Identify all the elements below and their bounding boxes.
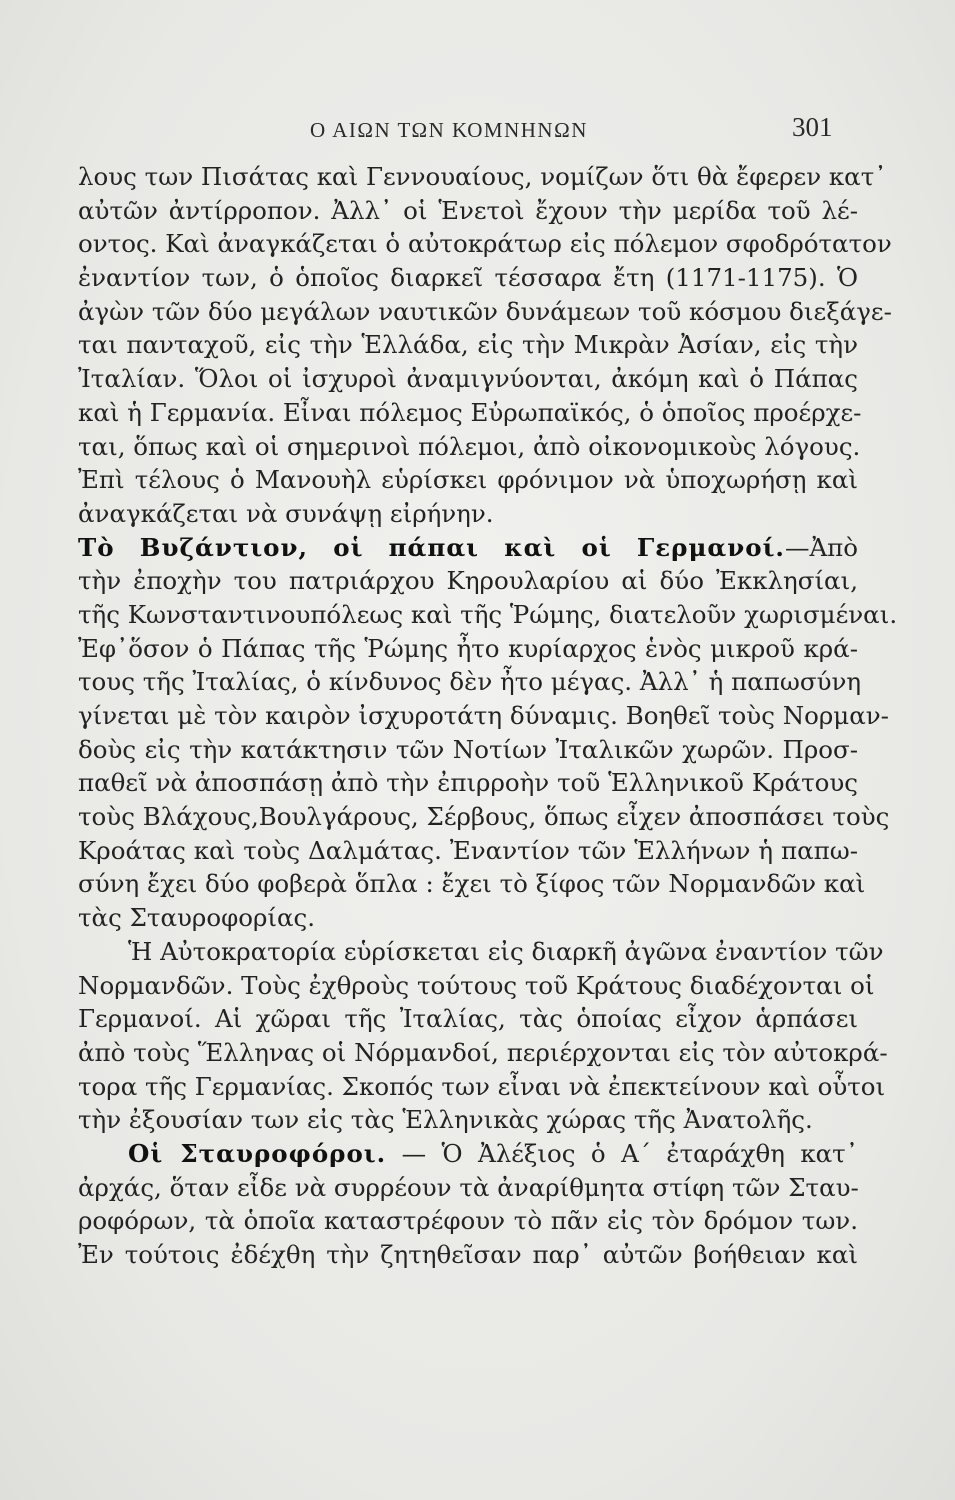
text-line: παθεῖ νὰ ἀποσπάσῃ ἀπὸ τὴν ἐπιρροὴν τοῦ Ἑλληνικοῦ Κράτους: [78, 768, 858, 798]
section-heading-line: [78, 531, 858, 565]
body-text: [78, 160, 898, 1272]
running-title: Ο ΑΙΩΝ ΤΩΝ ΚΟΜΝΗΝΩΝ: [310, 118, 588, 142]
text-line: τοὺς Βλάχους,Βουλγάρους, Σέρβους, ὅπως εἶχεν ἀποσπάσει τοὺς: [78, 802, 890, 832]
text-line: Νορμανδῶν. Τοὺς ἐχθροὺς τούτους τοῦ Κράτους διαδέχονται οἱ: [78, 970, 875, 1000]
text-line: Ἐφ᾽ὅσον ὁ Πάπας τῆς Ῥώμης ἦτο κυρίαρχος ἑνὸς μικροῦ κρά-: [78, 633, 858, 663]
section-heading-continuation: —Ἀπὸ: [784, 532, 858, 562]
text-line: Ἰταλίαν. Ὅλοι οἱ ἰσχυροὶ ἀναμιγνύονται, ἀκόμη καὶ ὁ Πάπας: [78, 364, 858, 394]
text-line: οντος. Καὶ ἀναγκάζεται ὁ αὐτοκράτωρ εἰς πόλεμον σφοδρότατον: [78, 229, 892, 259]
text-line: ται, ὅπως καὶ οἱ σημερινοὶ πόλεμοι, ἀπὸ οἰκονομικοὺς λόγους.: [78, 431, 861, 461]
text-line: ἀπὸ τοὺς Ἕλληνας οἱ Νόρμανδοί, περιέρχονται εἰς τὸν αὐτοκρά-: [78, 1037, 888, 1067]
text-line: ἀναγκάζεται νὰ συνάψῃ εἰρήνην.: [78, 498, 494, 528]
text-line: Ἐν τούτοις ἐδέχθη τὴν ζητηθεῖσαν παρ᾽ αὐτῶν βοήθειαν καὶ: [78, 1240, 858, 1269]
section-heading: Οἱ Σταυροφόροι.: [128, 1138, 387, 1168]
text-line: δοὺς εἰς τὴν κατάκτησιν τῶν Νοτίων Ἰταλικῶν χωρῶν. Προσ-: [78, 734, 858, 764]
text-line: ἀγὼν τῶν δύο μεγάλων ναυτικῶν δυνάμεων τοῦ κόσμου διεξάγε-: [78, 296, 892, 326]
section-heading-line: [78, 1137, 858, 1171]
text-line: ροφόρων, τὰ ὁποῖα καταστρέφουν τὸ πᾶν εἰς τὸν δρόμον των.: [78, 1206, 858, 1236]
page-number: 301: [792, 112, 833, 142]
text-line: καὶ ἡ Γερμανία. Εἶναι πόλεμος Εὐρωπαϊκός, ὁ ὁποῖος προέρχε-: [78, 397, 862, 427]
text-line: τους τῆς Ἰταλίας, ὁ κίνδυνος δὲν ἦτο μέγας. Ἀλλ᾽ ἡ παπωσύνη: [78, 667, 862, 697]
section-heading-continuation: — Ὁ Ἀλέξιος ὁ Α´ ἐταράχθη κατ᾽: [401, 1138, 858, 1168]
text-line: ἀρχάς, ὅταν εἶδε νὰ συρρέουν τὰ ἀναρίθμητα στίφη τῶν Σταυ-: [78, 1172, 859, 1202]
text-line: Ἐπὶ τέλους ὁ Μανουὴλ εὑρίσκει φρόνιμον νὰ ὑποχωρήσῃ καὶ: [78, 465, 858, 495]
text-line: ἐναντίον των, ὁ ὁποῖος διαρκεῖ τέσσαρα ἔτη (1171-1175). Ὁ: [78, 263, 858, 293]
text-line: αὐτῶν ἀντίρροπον. Ἀλλ᾽ οἱ Ἑνετοὶ ἔχουν τὴν μερίδα τοῦ λέ-: [78, 195, 858, 225]
text-line: τῆς Κωνσταντινουπόλεως καὶ τῆς Ῥώμης, διατελοῦν χωρισμέναι.: [78, 599, 898, 629]
text-line: τορα τῆς Γερμανίας. Σκοπός των εἶναι νὰ ἐπεκτείνουν καὶ οὗτοι: [78, 1071, 886, 1101]
section-heading: Τὸ Βυζάντιον, οἱ πάπαι καὶ οἱ Γερμανοί.: [78, 532, 785, 562]
text-line: τὰς Σταυροφορίας.: [78, 903, 316, 933]
text-line: γίνεται μὲ τὸν καιρὸν ἰσχυροτάτη δύναμις. Βοηθεῖ τοὺς Νορμαν-: [78, 701, 889, 730]
text-line: λους των Πισάτας καὶ Γεννουαίους, νομίζων ὅτι θὰ ἔφερεν κατ᾽: [78, 162, 887, 191]
text-line: τὴν ἐποχὴν του πατριάρχου Κηρουλαρίου αἱ δύο Ἐκκλησίαι,: [78, 566, 858, 596]
text-line: ται πανταχοῦ, εἰς τὴν Ἑλλάδα, εἰς τὴν Μικρὰν Ἀσίαν, εἰς τὴν: [78, 330, 858, 360]
text-line: τὴν ἐξουσίαν των εἰς τὰς Ἑλληνικὰς χώρας τῆς Ἀνατολῆς.: [78, 1105, 813, 1135]
text-line: Ἡ Αὐτοκρατορία εὑρίσκεται εἰς διαρκῆ ἀγῶνα ἐναντίον τῶν: [128, 936, 884, 966]
text-line: Κροάτας καὶ τοὺς Δαλμάτας. Ἐναντίον τῶν Ἑλλήνων ἡ παπω-: [78, 835, 858, 865]
text-line: Γερμανοί. Αἱ χῶραι τῆς Ἰταλίας, τὰς ὁποίας εἶχον ἁρπάσει: [78, 1004, 858, 1034]
running-header: [0, 112, 955, 148]
text-line: σύνη ἔχει δύο φοβερὰ ὅπλα : ἔχει τὸ ξίφος τῶν Νορμανδῶν καὶ: [78, 869, 866, 899]
